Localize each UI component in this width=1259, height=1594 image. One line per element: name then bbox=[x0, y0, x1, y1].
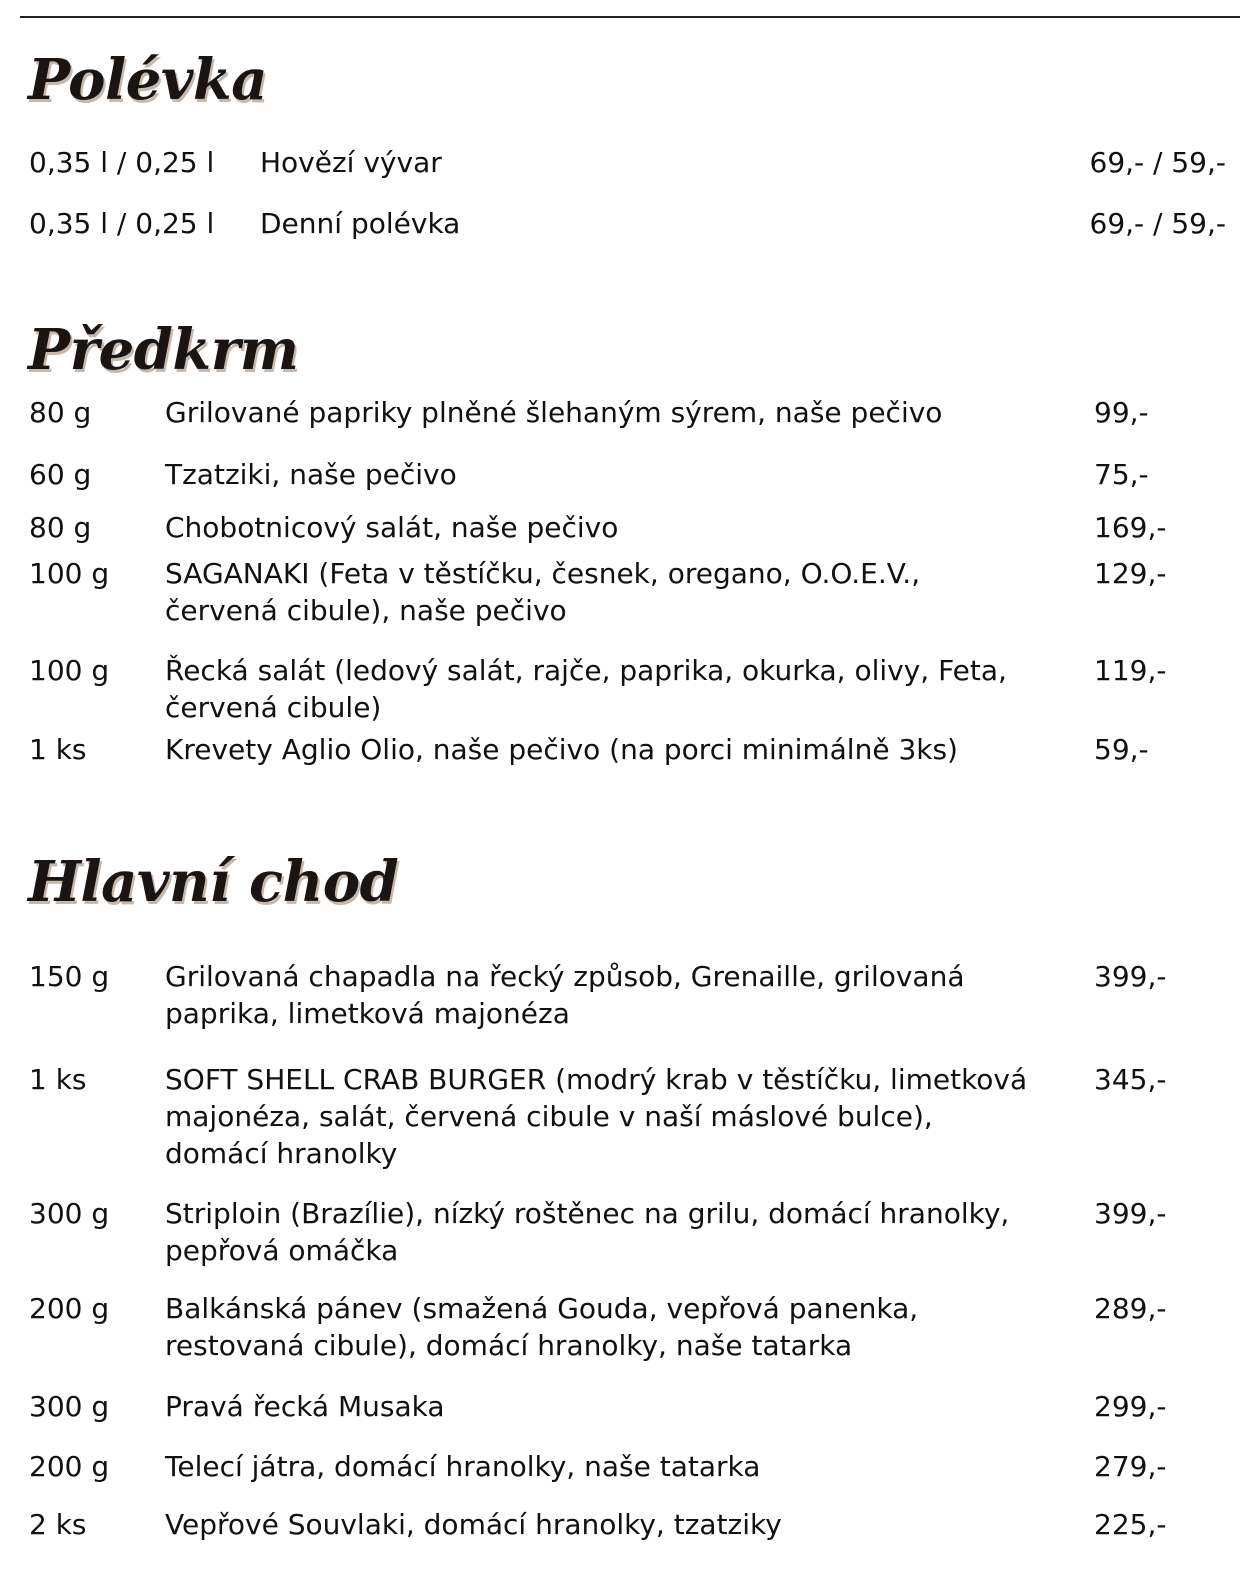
section-heading-starter: Předkrm bbox=[28, 317, 299, 383]
item-price: 99,- bbox=[1094, 396, 1149, 429]
item-price: 345,- bbox=[1094, 1063, 1167, 1096]
top-divider bbox=[20, 16, 1240, 18]
item-price: 279,- bbox=[1094, 1450, 1167, 1483]
item-quantity: 2 ks bbox=[29, 1508, 87, 1541]
item-price: 169,- bbox=[1094, 511, 1167, 544]
item-name: Grilovaná chapadla na řecký způsob, Grenaille, grilovaná paprika, limetková majonéza bbox=[165, 960, 965, 1030]
item-name: Řecká salát (ledový salát, rajče, paprika, okurka, olivy, Feta, červená cibule) bbox=[165, 654, 1007, 724]
item-name: Krevety Aglio Olio, naše pečivo (na porci minimálně 3ks) bbox=[165, 733, 958, 766]
item-name: Grilované papriky plněné šlehaným sýrem, naše pečivo bbox=[165, 396, 943, 429]
item-quantity: 200 g bbox=[29, 1292, 110, 1325]
item-price: 129,- bbox=[1094, 557, 1167, 590]
item-price: 59,- bbox=[1094, 733, 1149, 766]
item-quantity: 1 ks bbox=[29, 733, 87, 766]
item-name: Balkánská pánev (smažená Gouda, vepřová panenka, restovaná cibule), domácí hranolky, naše tatarka bbox=[165, 1292, 919, 1362]
item-name: Telecí játra, domácí hranolky, naše tatarka bbox=[165, 1450, 761, 1483]
item-price: 119,- bbox=[1094, 654, 1167, 687]
item-name: SAGANAKI (Feta v těstíčku, česnek, oregano, O.O.E.V., červená cibule), naše pečivo bbox=[165, 557, 921, 627]
item-name: Chobotnicový salát, naše pečivo bbox=[165, 511, 619, 544]
item-quantity: 300 g bbox=[29, 1390, 110, 1423]
item-price: 399,- bbox=[1094, 1197, 1167, 1230]
item-quantity: 80 g bbox=[29, 396, 92, 429]
item-quantity: 1 ks bbox=[29, 1063, 87, 1096]
item-price: 289,- bbox=[1094, 1292, 1167, 1325]
item-quantity: 200 g bbox=[29, 1450, 110, 1483]
item-quantity: 0,35 l / 0,25 l bbox=[29, 207, 215, 240]
item-quantity: 60 g bbox=[29, 458, 92, 491]
item-price: 299,- bbox=[1094, 1390, 1167, 1423]
item-price: 225,- bbox=[1094, 1508, 1167, 1541]
item-quantity: 80 g bbox=[29, 511, 92, 544]
item-quantity: 0,35 l / 0,25 l bbox=[29, 146, 215, 179]
item-name: SOFT SHELL CRAB BURGER (modrý krab v těstíčku, limetková majonéza, salát, červená cibule v naší máslové bulce), domácí hranolky bbox=[165, 1063, 1028, 1170]
item-price: 69,- / 59,- bbox=[1089, 207, 1226, 240]
item-name: Pravá řecká Musaka bbox=[165, 1390, 445, 1423]
item-price: 75,- bbox=[1094, 458, 1149, 491]
item-quantity: 150 g bbox=[29, 960, 110, 993]
item-name: Striploin (Brazílie), nízký roštěnec na grilu, domácí hranolky, pepřová omáčka bbox=[165, 1197, 1010, 1267]
item-name: Denní polévka bbox=[260, 207, 461, 240]
section-heading-soup: Polévka bbox=[28, 47, 267, 113]
item-name: Vepřové Souvlaki, domácí hranolky, tzatziky bbox=[165, 1508, 782, 1541]
item-price: 69,- / 59,- bbox=[1089, 146, 1226, 179]
item-name: Tzatziki, naše pečivo bbox=[165, 458, 457, 491]
item-price: 399,- bbox=[1094, 960, 1167, 993]
item-quantity: 100 g bbox=[29, 654, 110, 687]
item-quantity: 300 g bbox=[29, 1197, 110, 1230]
item-quantity: 100 g bbox=[29, 557, 110, 590]
item-name: Hovězí vývar bbox=[260, 146, 442, 179]
section-heading-main: Hlavní chod bbox=[28, 849, 399, 915]
